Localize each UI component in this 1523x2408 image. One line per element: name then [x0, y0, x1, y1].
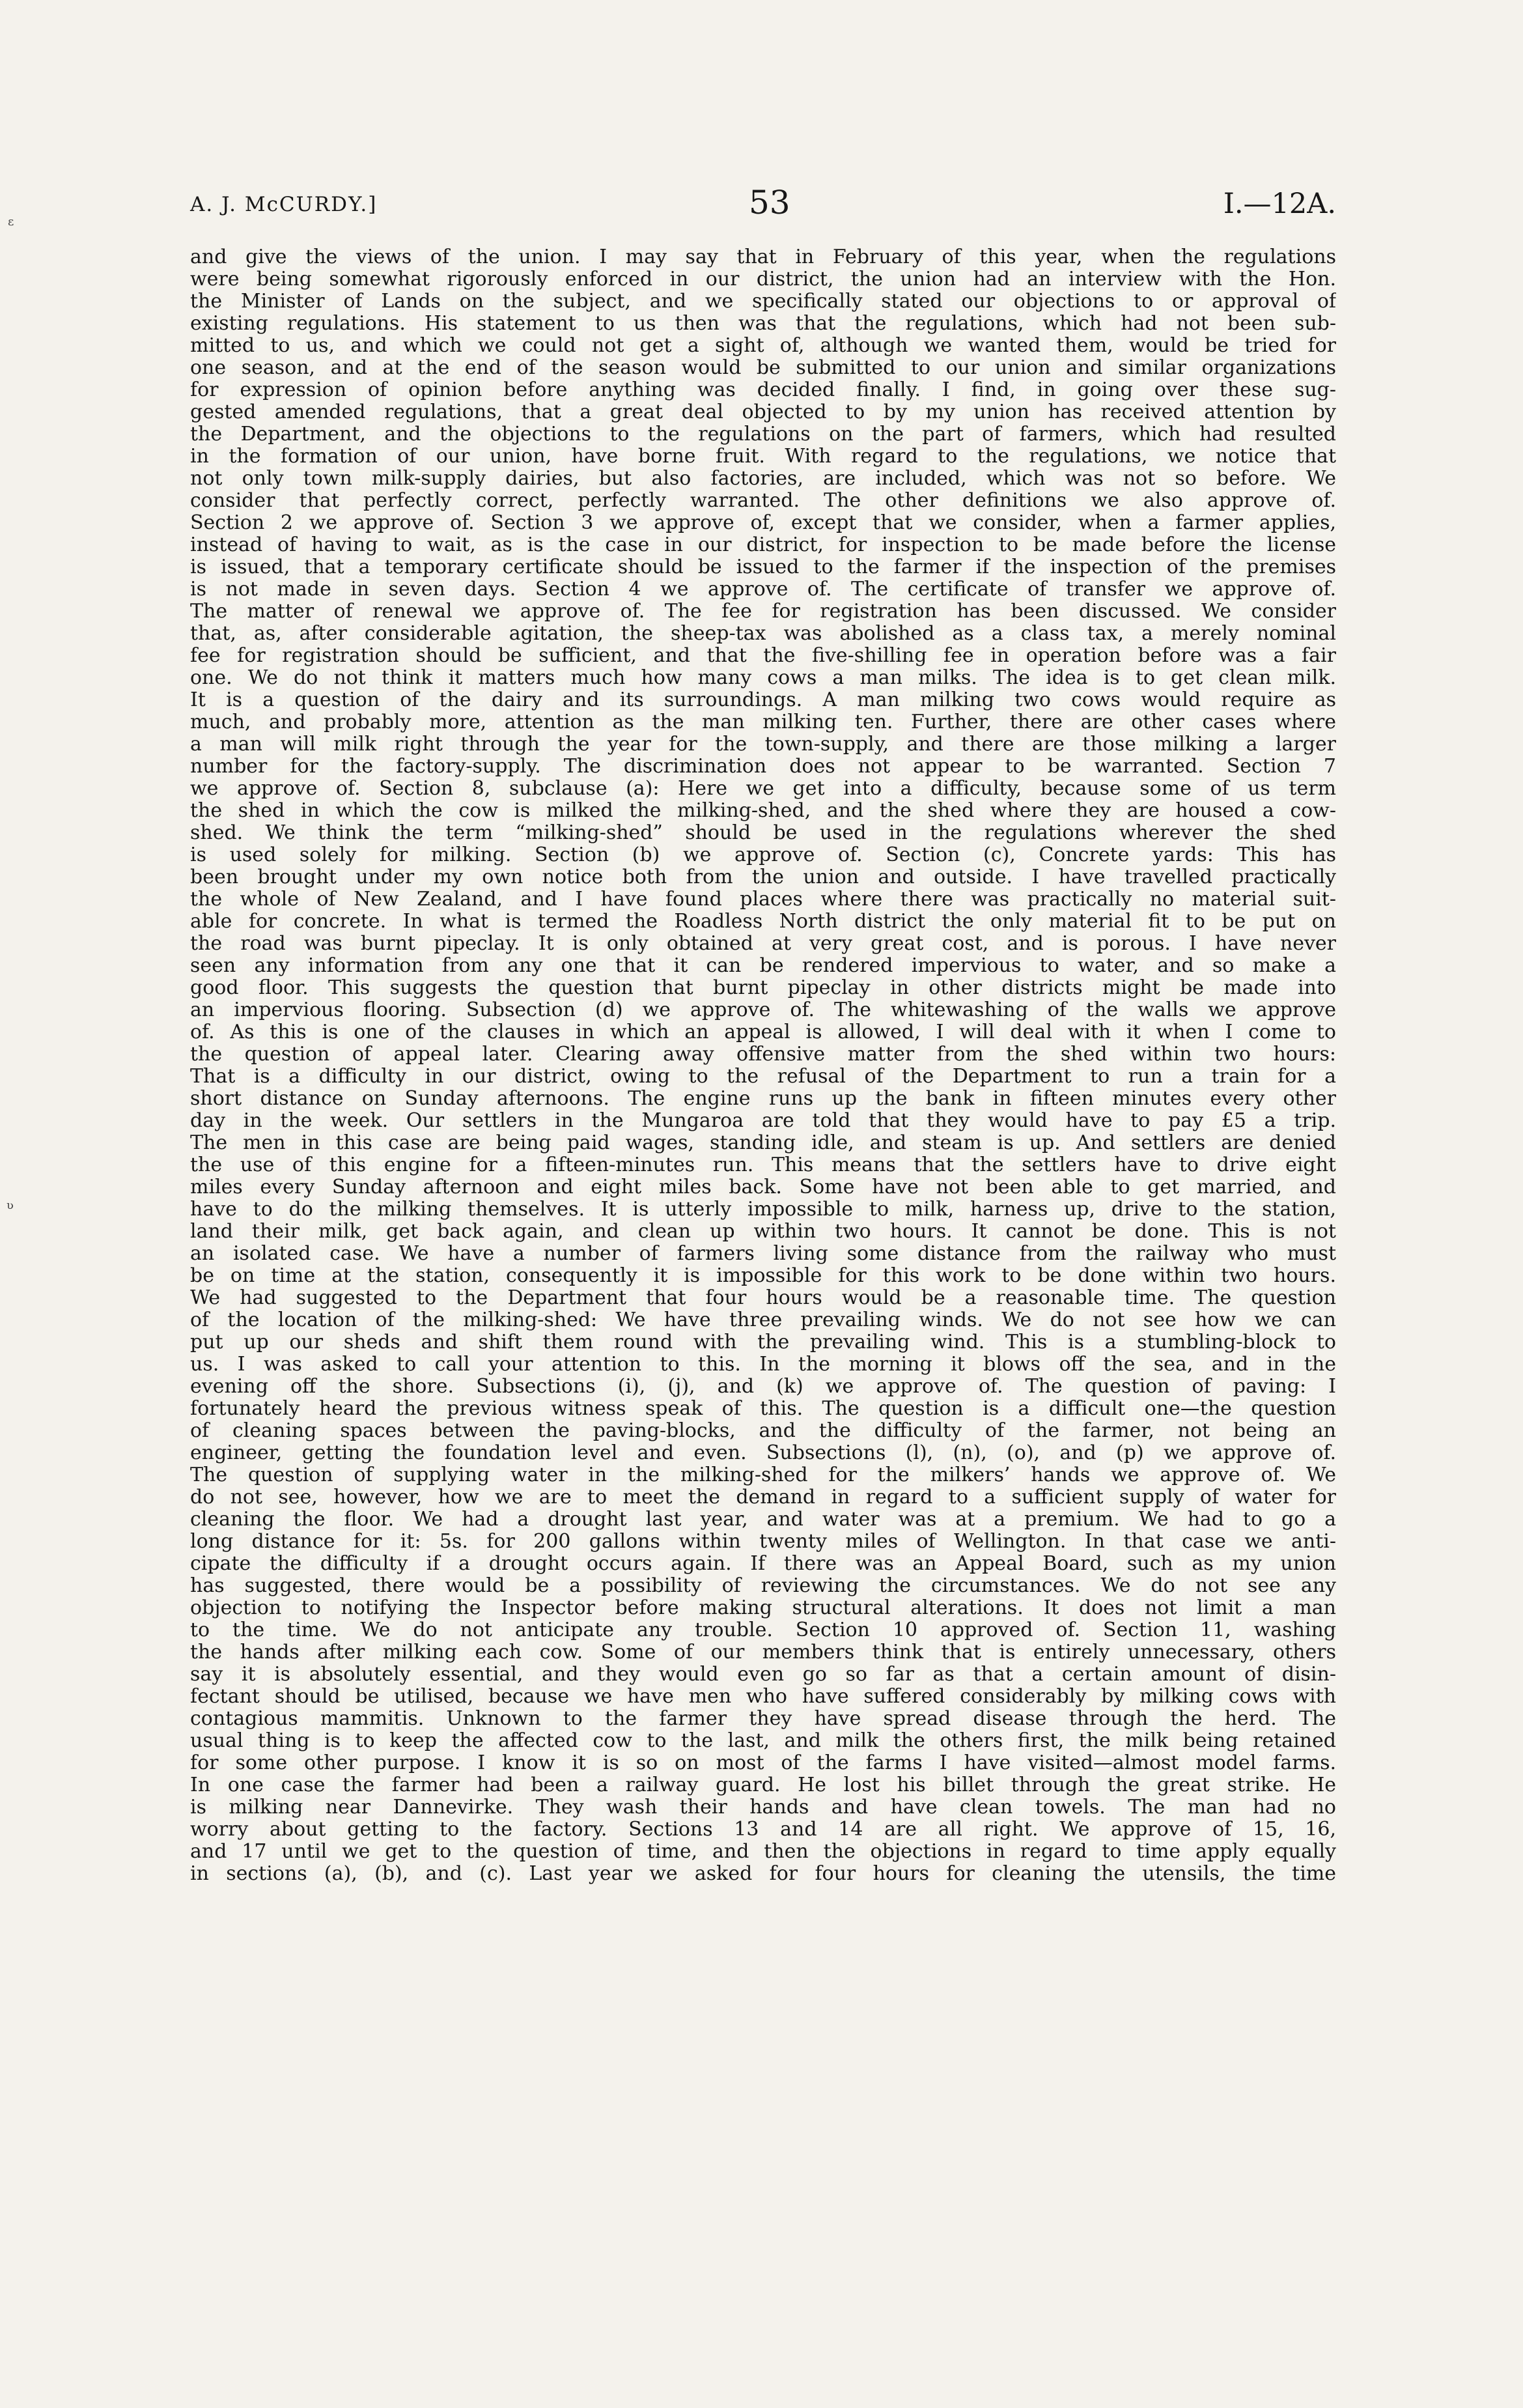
- text-line: that, as, after considerable agitation, the sheep-tax was abolished as a class tax, a merely nominal: [190, 623, 1336, 645]
- text-line: one. We do not think it matters much how many cows a man milks. The idea is to get clean milk.: [190, 667, 1336, 689]
- text-line: the whole of New Zealand, and I have found places where there was practically no material suit-: [190, 888, 1336, 911]
- text-line: for expression of opinion before anything was decided finally. I find, in going over these sug-: [190, 379, 1336, 401]
- text-line: an isolated case. We have a number of farmers living some distance from the railway who must: [190, 1243, 1336, 1265]
- text-line: we approve of. Section 8, subclause (a): Here we get into a difficulty, because some of us term: [190, 778, 1336, 800]
- text-line: usual thing is to keep the affected cow to the last, and milk the others first, the milk being retained: [190, 1730, 1336, 1752]
- text-line: seen any information from any one that it can be rendered impervious to water, and so make a: [190, 955, 1336, 977]
- text-line: contagious mammitis. Unknown to the farmer they have spread disease through the herd. The: [190, 1708, 1336, 1730]
- text-line: say it is absolutely essential, and they would even go so far as that a certain amount of disin-: [190, 1664, 1336, 1686]
- text-line: fee for registration should be sufficient, and that the five-shilling fee in operation before was a fair: [190, 645, 1336, 667]
- text-line: worry about getting to the factory. Sections 13 and 14 are all right. We approve of 15, 16,: [190, 1819, 1336, 1841]
- text-line: in the formation of our union, have borne fruit. With regard to the regulations, we notice that: [190, 446, 1336, 468]
- text-line: has suggested, there would be a possibility of reviewing the circumstances. We do not see any: [190, 1575, 1336, 1597]
- text-line: of. As this is one of the clauses in which an appeal is allowed, I will deal with it when I come to: [190, 1021, 1336, 1043]
- text-line: The question of supplying water in the milking-shed for the milkers’ hands we approve of. We: [190, 1464, 1336, 1486]
- text-line: to the time. We do not anticipate any trouble. Section 10 approved of. Section 11, washing: [190, 1619, 1336, 1641]
- text-line: have to do the milking themselves. It is utterly impossible to milk, harness up, drive to the station,: [190, 1198, 1336, 1221]
- text-line: and 17 until we get to the question of time, and then the objections in regard to time apply equally: [190, 1841, 1336, 1863]
- text-line: good floor. This suggests the question that burnt pipeclay in other districts might be made into: [190, 977, 1336, 999]
- text-line: of cleaning spaces between the paving-blocks, and the difficulty of the farmer, not being an: [190, 1420, 1336, 1442]
- text-line: mitted to us, and which we could not get a sight of, although we wanted them, would be tried for: [190, 335, 1336, 357]
- text-line: The matter of renewal we approve of. The fee for registration has been discussed. We consider: [190, 601, 1336, 623]
- text-line: miles every Sunday afternoon and eight miles back. Some have not been able to get married, and: [190, 1176, 1336, 1198]
- text-line: is milking near Dannevirke. They wash their hands and have clean towels. The man had no: [190, 1796, 1336, 1819]
- text-line: The men in this case are being paid wages, standing idle, and steam is up. And settlers are denied: [190, 1132, 1336, 1154]
- text-line: instead of having to wait, as is the case in our district, for inspection to be made before the license: [190, 534, 1336, 556]
- text-line: It is a question of the dairy and its surroundings. A man milking two cows would require as: [190, 689, 1336, 711]
- text-line: the Department, and the objections to the regulations on the part of farmers, which had resulted: [190, 423, 1336, 446]
- text-line: long distance for it: 5s. for 200 gallons within twenty miles of Wellington. In that case we anti-: [190, 1531, 1336, 1553]
- text-line: the Minister of Lands on the subject, and we specifically stated our objections to or approval of: [190, 290, 1336, 313]
- text-line: number for the factory-supply. The discrimination does not appear to be warranted. Section 7: [190, 756, 1336, 778]
- text-line: shed. We think the term “milking-shed” should be used in the regulations wherever the shed: [190, 822, 1336, 844]
- text-line: existing regulations. His statement to us then was that the regulations, which had not been sub-: [190, 313, 1336, 335]
- text-line: the use of this engine for a fifteen-minutes run. This means that the settlers have to drive eight: [190, 1154, 1336, 1176]
- text-line: the hands after milking each cow. Some of our members think that is entirely unnecessary, others: [190, 1641, 1336, 1664]
- text-line: short distance on Sunday afternoons. The engine runs up the bank in fifteen minutes every other: [190, 1088, 1336, 1110]
- text-line: In one case the farmer had been a railway guard. He lost his billet through the great strike. He: [190, 1774, 1336, 1796]
- text-line: fectant should be utilised, because we have men who have suffered considerably by milking cows with: [190, 1686, 1336, 1708]
- text-line: is issued, that a temporary certificate should be issued to the farmer if the inspection of the premises: [190, 556, 1336, 578]
- text-line: of the location of the milking-shed: We have three prevailing winds. We do not see how we can: [190, 1309, 1336, 1331]
- text-line: is not made in seven days. Section 4 we approve of. The certificate of transfer we approve of.: [190, 578, 1336, 601]
- text-line: cipate the difficulty if a drought occurs again. If there was an Appeal Board, such as my union: [190, 1553, 1336, 1575]
- text-line: been brought under my own notice both from the union and outside. I have travelled practically: [190, 866, 1336, 888]
- margin-mark: ɛ: [8, 215, 14, 229]
- margin-mark: ʋ: [7, 1198, 14, 1212]
- text-line: an impervious flooring. Subsection (d) we approve of. The whitewashing of the walls we approve: [190, 999, 1336, 1021]
- text-line: for some other purpose. I know it is so on most of the farms I have visited—almost model farms.: [190, 1752, 1336, 1774]
- text-line: consider that perfectly correct, perfectly warranted. The other definitions we also approve of.: [190, 490, 1336, 512]
- text-line: in sections (a), (b), and (c). Last year we asked for four hours for cleaning the utensils, the time: [190, 1863, 1336, 1885]
- document-reference: I.—12A.: [1223, 188, 1336, 220]
- text-line: the road was burnt pipeclay. It is only obtained at very great cost, and is porous. I have never: [190, 933, 1336, 955]
- text-line: put up our sheds and shift them round with the prevailing wind. This is a stumbling-block to: [190, 1331, 1336, 1353]
- text-line: objection to notifying the Inspector before making structural alterations. It does not limit a man: [190, 1597, 1336, 1619]
- text-line: able for concrete. In what is termed the Roadless North district the only material fit to be put on: [190, 911, 1336, 933]
- text-line: That is a difficulty in our district, owing to the refusal of the Department to run a train for a: [190, 1066, 1336, 1088]
- text-line: fortunately heard the previous witness speak of this. The question is a difficult one—the question: [190, 1398, 1336, 1420]
- text-line: gested amended regulations, that a great deal objected to by my union has received attention by: [190, 401, 1336, 423]
- text-line: Section 2 we approve of. Section 3 we approve of, except that we consider, when a farmer applies,: [190, 512, 1336, 534]
- text-line: and give the views of the union. I may say that in February of this year, when the regulations: [190, 246, 1336, 268]
- text-line: the question of appeal later. Clearing away offensive matter from the shed within two hours:: [190, 1043, 1336, 1066]
- text-line: land their milk, get back again, and clean up within two hours. It cannot be done. This is not: [190, 1221, 1336, 1243]
- text-line: a man will milk right through the year for the town-supply, and there are those milking a larger: [190, 733, 1336, 756]
- body-text: [190, 246, 1336, 2200]
- text-line: evening off the shore. Subsections (i), (j), and (k) we approve of. The question of paving: I: [190, 1376, 1336, 1398]
- text-line: much, and probably more, attention as the man milking ten. Further, there are other cases where: [190, 711, 1336, 733]
- text-line: be on time at the station, consequently it is impossible for this work to be done within two hours.: [190, 1265, 1336, 1287]
- text-line: engineer, getting the foundation level and even. Subsections (l), (n), (o), and (p) we approve of.: [190, 1442, 1336, 1464]
- text-line: do not see, however, how we are to meet the demand in regard to a sufficient supply of water for: [190, 1486, 1336, 1509]
- text-line: us. I was asked to call your attention to this. In the morning it blows off the sea, and in the: [190, 1353, 1336, 1376]
- text-line: We had suggested to the Department that four hours would be a reasonable time. The question: [190, 1287, 1336, 1309]
- running-head-author: A. J. McCURDY.]: [190, 193, 378, 216]
- text-line: one season, and at the end of the season would be submitted to our union and similar organizations: [190, 357, 1336, 379]
- text-line: were being somewhat rigorously enforced in our district, the union had an interview with the Hon.: [190, 268, 1336, 290]
- text-line: not only town milk-supply dairies, but also factories, are included, which was not so before. We: [190, 468, 1336, 490]
- page-number: 53: [749, 184, 790, 221]
- text-line: cleaning the floor. We had a drought last year, and water was at a premium. We had to go a: [190, 1509, 1336, 1531]
- text-line: day in the week. Our settlers in the Mungaroa are told that they would have to pay £5 a trip.: [190, 1110, 1336, 1132]
- text-line: the shed in which the cow is milked the milking-shed, and the shed where they are housed a cow-: [190, 800, 1336, 822]
- text-line: is used solely for milking. Section (b) we approve of. Section (c), Concrete yards: This has: [190, 844, 1336, 866]
- page-header: [190, 184, 1336, 223]
